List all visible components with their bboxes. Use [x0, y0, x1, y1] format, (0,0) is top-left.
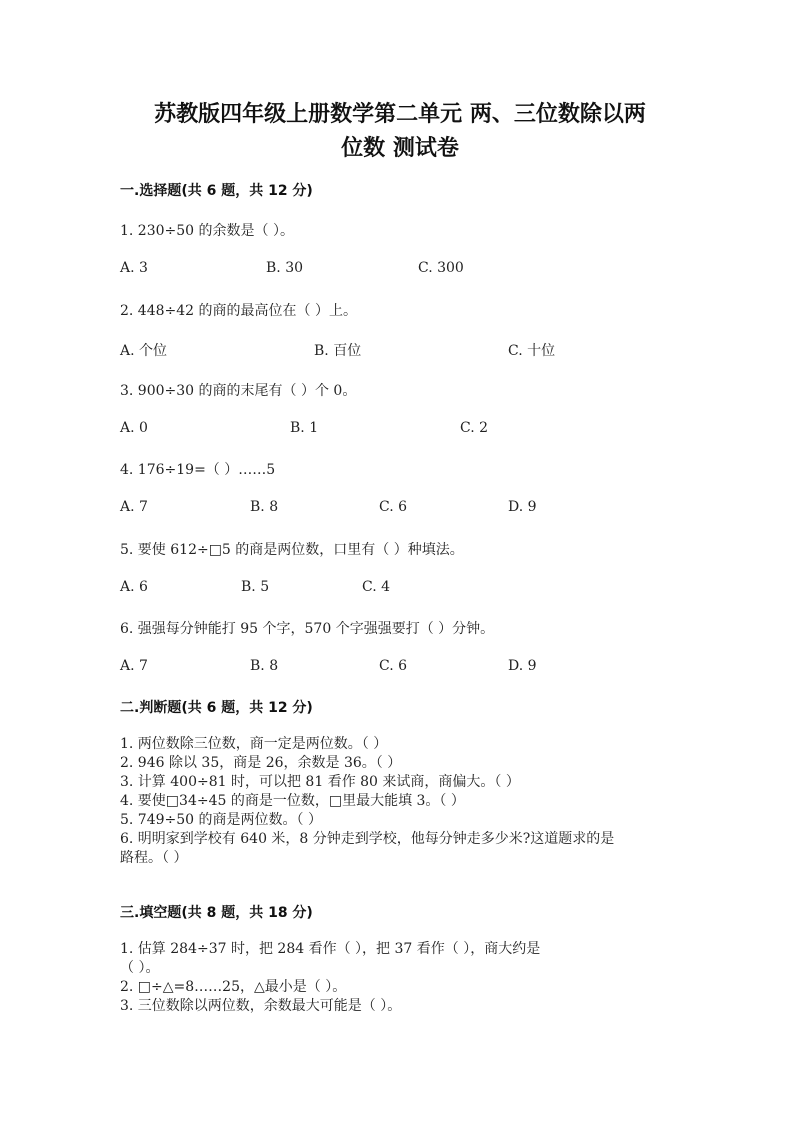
- list-item: 6. 明明家到学校有 640 米，8 分钟走到学校，他每分钟走多少米?这道题求的是: [120, 831, 615, 847]
- option-b: B. 5: [241, 579, 270, 595]
- list-item: 1. 两位数除三位数，商一定是两位数。（ ）: [120, 736, 388, 752]
- option-c: C. 300: [418, 260, 464, 276]
- list-item: 4. 要使□34÷45 的商是一位数，□里最大能填 3。（ ）: [120, 793, 465, 809]
- list-item: 1. 估算 284÷37 时，把 284 看作（ ），把 37 看作（ ），商大约是: [120, 941, 541, 957]
- option-c: C. 6: [379, 499, 408, 515]
- option-a: A. 6: [120, 579, 148, 595]
- option-c: C. 4: [362, 579, 391, 595]
- option-d: D. 9: [508, 499, 537, 515]
- list-item: 5. 749÷50 的商是两位数。（ ）: [120, 812, 322, 828]
- list-item: （ ）。: [120, 960, 160, 976]
- option-c: C. 6: [379, 658, 408, 674]
- list-item: 3. 三位数除以两位数，余数最大可能是（ ）。: [120, 998, 402, 1014]
- option-a: A. 7: [120, 499, 148, 515]
- list-item: 2. 946 除以 35，商是 26，余数是 36。（ ）: [120, 755, 402, 771]
- option-a: A. 0: [120, 420, 148, 436]
- option-c: C. 十位: [508, 343, 556, 359]
- option-d: D. 9: [508, 658, 537, 674]
- question-5: 5. 要使 612÷□5 的商是两位数，口里有（ ）种填法。: [120, 542, 464, 558]
- option-c: C. 2: [460, 420, 489, 436]
- section-heading-judgement: 二.判断题(共 6 题，共 12 分): [120, 700, 313, 716]
- list-item: 2. □÷△=8……25，△最小是（ ）。: [120, 979, 347, 995]
- judgement-list: [120, 735, 690, 868]
- option-b: B. 8: [250, 499, 279, 515]
- option-a: A. 3: [120, 260, 148, 276]
- option-b: B. 百位: [314, 343, 362, 359]
- option-b: B. 30: [266, 260, 304, 276]
- option-a: A. 7: [120, 658, 148, 674]
- title-line-2: 位数 测试卷: [341, 135, 459, 161]
- question-2: 2. 448÷42 的商的最高位在（ ）上。: [120, 303, 357, 319]
- fill-blank-list: [120, 940, 690, 1016]
- title-line-1: 苏教版四年级上册数学第二单元 两、三位数除以两: [154, 101, 646, 127]
- option-a: A. 个位: [120, 343, 168, 359]
- list-item: 路程。（ ）: [120, 850, 188, 866]
- question-3: 3. 900÷30 的商的末尾有（ ）个 0。: [120, 383, 357, 399]
- list-item: 3. 计算 400÷81 时，可以把 81 看作 80 来试商，商偏大。（ ）: [120, 774, 520, 790]
- section-heading-fill-blank: 三.填空题(共 8 题，共 18 分): [120, 905, 313, 921]
- question-4: 4. 176÷19=（ ）……5: [120, 462, 276, 478]
- section-heading-choice: 一.选择题(共 6 题，共 12 分): [120, 183, 313, 199]
- question-1: 1. 230÷50 的余数是（ ）。: [120, 223, 294, 239]
- option-b: B. 8: [250, 658, 279, 674]
- option-b: B. 1: [290, 420, 319, 436]
- page-title: [100, 97, 700, 165]
- question-6: 6. 强强每分钟能打 95 个字，570 个字强强要打（ ）分钟。: [120, 621, 495, 637]
